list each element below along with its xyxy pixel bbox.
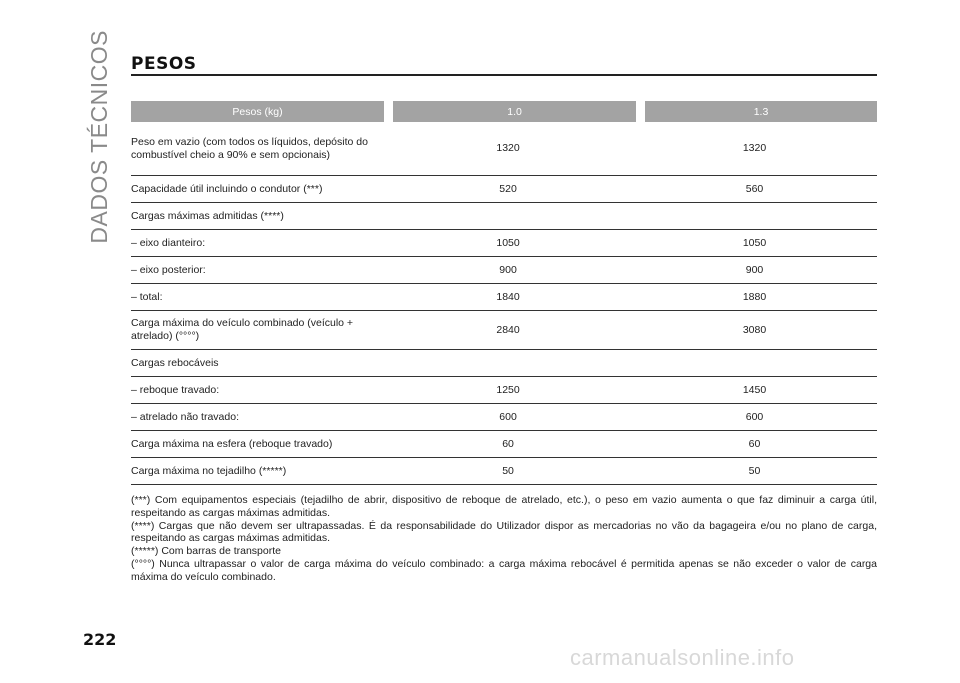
page-number: 222 xyxy=(83,630,117,649)
row-value-1-3 xyxy=(636,203,877,230)
row-label: Carga máxima do veículo combinado (veículo + atrelado) (°°°°) xyxy=(131,311,384,350)
weights-table xyxy=(131,101,877,485)
row-label: – atrelado não travado: xyxy=(131,404,384,431)
row-label: Peso em vazio (com todos os líquidos, depósito do combustível cheio a 90% e sem opcionais) xyxy=(131,122,384,176)
row-value-1-3: 600 xyxy=(636,404,877,431)
row-label: – eixo posterior: xyxy=(131,257,384,284)
chapter-side-title xyxy=(82,30,116,244)
row-value-1-0: 2840 xyxy=(384,311,636,350)
footnote: (***) Com equipamentos especiais (tejadilho de abrir, dispositivo de reboque de atrelado, etc.), o peso em vazio aumenta o que faz diminuir a carga útil, respeitando as cargas máximas admitidas. xyxy=(131,494,877,519)
row-label: Cargas rebocáveis xyxy=(131,350,384,377)
row-value-1-3: 60 xyxy=(636,431,877,458)
row-value-1-0: 50 xyxy=(384,458,636,485)
row-value-1-0: 1320 xyxy=(384,122,636,176)
footnote: (*****) Com barras de transporte xyxy=(131,545,281,558)
table-row xyxy=(131,311,877,350)
row-value-1-0: 600 xyxy=(384,404,636,431)
header-engine-1-0: 1.0 xyxy=(384,101,636,122)
header-weights: Pesos (kg) xyxy=(131,101,384,122)
row-value-1-3: 3080 xyxy=(636,311,877,350)
footnote: (°°°°) Nunca ultrapassar o valor de carga máxima do veículo combinado: a carga máxima rebocável é permitida apenas se não exceder o valor de carga máxima do veículo combinado. xyxy=(131,557,877,583)
table-header-row xyxy=(131,101,877,122)
row-value-1-0: 1250 xyxy=(384,377,636,404)
row-value-1-0 xyxy=(384,350,636,377)
row-value-1-0: 1840 xyxy=(384,284,636,311)
row-label: – reboque travado: xyxy=(131,377,384,404)
row-label: – eixo dianteiro: xyxy=(131,230,384,257)
table-row xyxy=(131,458,877,485)
row-label: – total: xyxy=(131,284,384,311)
row-label: Carga máxima no tejadilho (*****) xyxy=(131,458,384,485)
row-label: Cargas máximas admitidas (****) xyxy=(131,203,384,230)
chapter-side-title-text: DADOS TÉCNICOS xyxy=(85,30,112,244)
row-value-1-3: 1880 xyxy=(636,284,877,311)
table-row xyxy=(131,431,877,458)
section-title: PESOS xyxy=(131,54,197,74)
row-value-1-0: 60 xyxy=(384,431,636,458)
row-value-1-3: 1050 xyxy=(636,230,877,257)
row-label: Carga máxima na esfera (reboque travado) xyxy=(131,431,384,458)
row-value-1-3: 50 xyxy=(636,458,877,485)
table-row xyxy=(131,284,877,311)
row-value-1-0 xyxy=(384,203,636,230)
row-value-1-0: 1050 xyxy=(384,230,636,257)
row-value-1-3: 1320 xyxy=(636,122,877,176)
row-label: Capacidade útil incluindo o condutor (***) xyxy=(131,176,384,203)
table-row xyxy=(131,257,877,284)
row-value-1-3 xyxy=(636,350,877,377)
table-row xyxy=(131,203,877,230)
table-row xyxy=(131,350,877,377)
table-row xyxy=(131,176,877,203)
row-value-1-3: 1450 xyxy=(636,377,877,404)
row-value-1-0: 520 xyxy=(384,176,636,203)
table-row xyxy=(131,377,877,404)
table-row xyxy=(131,122,877,176)
row-value-1-3: 900 xyxy=(636,257,877,284)
table-row xyxy=(131,230,877,257)
title-rule xyxy=(131,74,877,76)
footnotes xyxy=(131,494,877,584)
watermark: carmanualsonline.info xyxy=(570,645,795,670)
row-value-1-3: 560 xyxy=(636,176,877,203)
table-row xyxy=(131,404,877,431)
table-body xyxy=(131,122,877,485)
row-value-1-0: 900 xyxy=(384,257,636,284)
footnote: (****) Cargas que não devem ser ultrapassadas. É da responsabilidade do Utilizador dispor as mercadorias no vão da bagageira e/ou no plano de carga, respeitando as cargas máximas admitidas. xyxy=(131,519,877,545)
header-engine-1-3: 1.3 xyxy=(636,101,877,122)
